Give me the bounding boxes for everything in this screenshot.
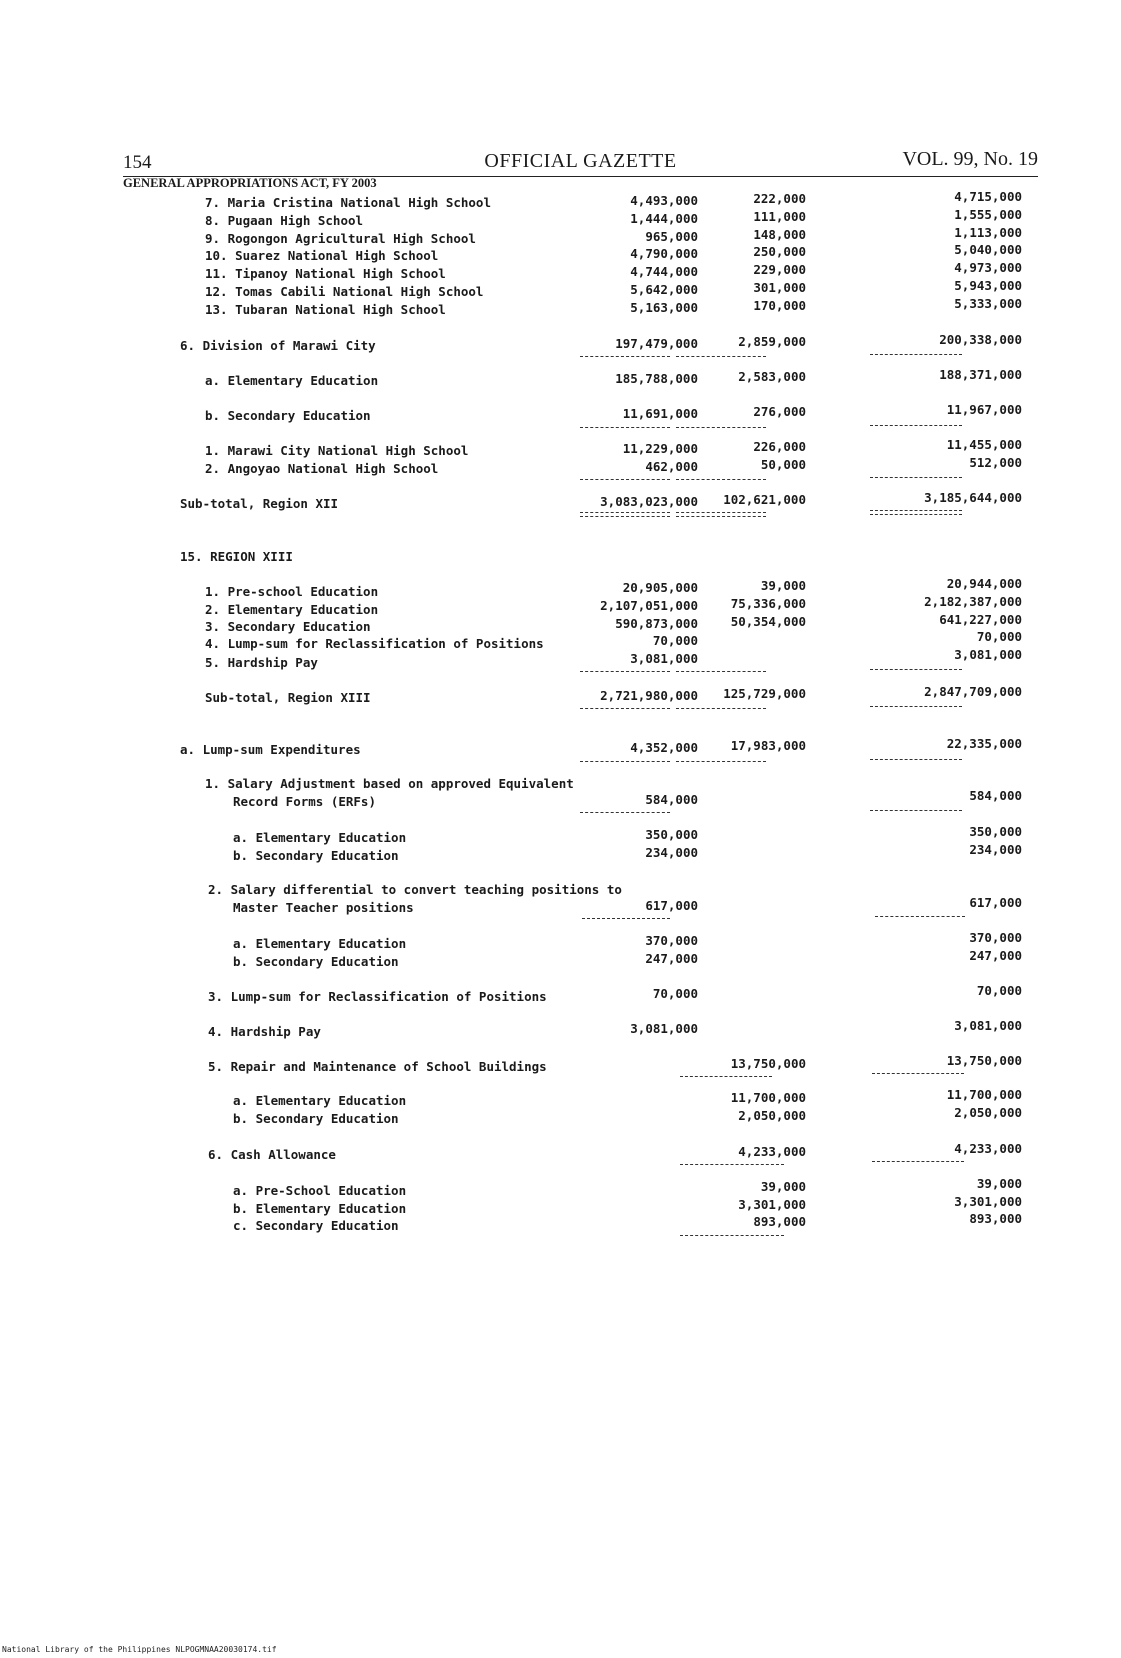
school-c2: 250,000 bbox=[753, 244, 806, 259]
salary-diff-item-c1: 370,000 bbox=[645, 933, 698, 948]
cash-item-label: a. Pre-School Education bbox=[233, 1183, 407, 1198]
rule bbox=[676, 427, 766, 428]
salary-adj-item-c1: 350,000 bbox=[645, 827, 698, 842]
school-c1: 1,444,000 bbox=[630, 211, 698, 226]
salary-diff-line2: Master Teacher positions bbox=[233, 900, 414, 915]
salary-diff-item-label: a. Elementary Education bbox=[233, 936, 407, 951]
marawi-school-c1: 462,000 bbox=[645, 459, 698, 474]
rule bbox=[870, 354, 962, 355]
hardship-c3: 3,081,000 bbox=[954, 1018, 1022, 1033]
salary-adj-item-c1: 234,000 bbox=[645, 845, 698, 860]
rule bbox=[870, 477, 962, 478]
rule bbox=[870, 425, 962, 426]
act-title: GENERAL APPROPRIATIONS ACT, FY 2003 bbox=[123, 176, 377, 190]
marawi-school-c2: 226,000 bbox=[753, 439, 806, 454]
repair-item-c3: 2,050,000 bbox=[954, 1105, 1022, 1120]
region-item-c3: 20,944,000 bbox=[946, 576, 1022, 591]
rule bbox=[580, 761, 670, 762]
region-item-c1: 70,000 bbox=[652, 633, 698, 648]
school-c3: 5,943,000 bbox=[954, 278, 1022, 293]
publication-title: OFFICIAL GAZETTE bbox=[484, 150, 677, 172]
school-label: 13. Tubaran National High School bbox=[205, 302, 446, 317]
salary-diff-item-c3: 370,000 bbox=[969, 930, 1022, 945]
repair-item-c2: 2,050,000 bbox=[738, 1108, 806, 1123]
subtotal-c3: 2,847,709,000 bbox=[924, 684, 1022, 699]
region-item-label: 4. Lump-sum for Reclassification of Positions bbox=[205, 636, 544, 651]
region-item-c1: 20,905,000 bbox=[622, 580, 698, 595]
lumpsum-label: a. Lump-sum Expenditures bbox=[180, 742, 361, 757]
rule bbox=[676, 708, 766, 709]
school-label: 7. Maria Cristina National High School bbox=[205, 195, 491, 210]
salary-adj-line1: 1. Salary Adjustment based on approved Equivalent bbox=[205, 776, 574, 791]
school-label: 12. Tomas Cabili National High School bbox=[205, 284, 484, 299]
rule bbox=[582, 918, 670, 919]
cash-item-c2: 39,000 bbox=[760, 1179, 806, 1194]
region-item-label: 1. Pre-school Education bbox=[205, 584, 379, 599]
school-c1: 4,493,000 bbox=[630, 193, 698, 208]
cash-c2: 4,233,000 bbox=[738, 1144, 806, 1159]
school-c2: 148,000 bbox=[753, 227, 806, 242]
marawi-school-c2: 50,000 bbox=[760, 457, 806, 472]
school-c3: 5,040,000 bbox=[954, 242, 1022, 257]
division-c1: 197,479,000 bbox=[615, 336, 698, 351]
reclass-c1: 70,000 bbox=[652, 986, 698, 1001]
repair-item-c3: 11,700,000 bbox=[946, 1087, 1022, 1102]
region-item-label: 2. Elementary Education bbox=[205, 602, 379, 617]
salary-diff-c3: 617,000 bbox=[969, 895, 1022, 910]
subtotal-label: Sub-total, Region XII bbox=[180, 496, 339, 511]
marawi-school-c3: 512,000 bbox=[969, 455, 1022, 470]
rule bbox=[580, 671, 670, 672]
cash-item-c2: 893,000 bbox=[753, 1214, 806, 1229]
lumpsum-c3: 22,335,000 bbox=[946, 736, 1022, 751]
rule bbox=[872, 1161, 964, 1162]
rule bbox=[870, 759, 962, 760]
school-c2: 170,000 bbox=[753, 298, 806, 313]
cash-item-c3: 39,000 bbox=[976, 1176, 1022, 1191]
cash-item-c3: 3,301,000 bbox=[954, 1194, 1022, 1209]
cash-item-label: c. Secondary Education bbox=[233, 1218, 399, 1233]
subtotal-c1: 2,721,980,000 bbox=[600, 688, 698, 703]
cash-label: 6. Cash Allowance bbox=[208, 1147, 336, 1162]
region-item-label: 5. Hardship Pay bbox=[205, 655, 318, 670]
salary-adj-item-c3: 350,000 bbox=[969, 824, 1022, 839]
subtotal-c2: 125,729,000 bbox=[723, 686, 806, 701]
subtotal-c1: 3,083,023,000 bbox=[600, 494, 698, 509]
marawi-sec-label: b. Secondary Education bbox=[205, 408, 371, 423]
rule bbox=[680, 1235, 784, 1236]
rule bbox=[676, 671, 766, 672]
school-label: 8. Pugaan High School bbox=[205, 213, 364, 228]
region-item-c1: 3,081,000 bbox=[630, 651, 698, 666]
reclass-c3: 70,000 bbox=[976, 983, 1022, 998]
region-item-c1: 2,107,051,000 bbox=[600, 598, 698, 613]
lumpsum-c1: 4,352,000 bbox=[630, 740, 698, 755]
school-c1: 5,163,000 bbox=[630, 300, 698, 315]
rule bbox=[580, 427, 670, 428]
salary-diff-item-c1: 247,000 bbox=[645, 951, 698, 966]
subtotal-c3: 3,185,644,000 bbox=[924, 490, 1022, 505]
region-item-c3: 3,081,000 bbox=[954, 647, 1022, 662]
salary-diff-line1: 2. Salary differential to convert teaching positions to bbox=[208, 882, 622, 897]
scan-footer: National Library of the Philippines NLPOGMNAA20030174.tif bbox=[2, 1645, 277, 1654]
rule bbox=[875, 916, 965, 917]
division-c2: 2,859,000 bbox=[738, 334, 806, 349]
salary-diff-c1: 617,000 bbox=[645, 898, 698, 913]
rule bbox=[870, 706, 962, 707]
region-item-c3: 2,182,387,000 bbox=[924, 594, 1022, 609]
salary-adj-line2: Record Forms (ERFs) bbox=[233, 794, 376, 809]
salary-diff-item-label: b. Secondary Education bbox=[233, 954, 399, 969]
marawi-sec-c2: 276,000 bbox=[753, 404, 806, 419]
double-rule bbox=[580, 512, 670, 517]
region-item-c2: 75,336,000 bbox=[730, 596, 806, 611]
school-c3: 1,555,000 bbox=[954, 207, 1022, 222]
salary-adj-item-c3: 234,000 bbox=[969, 842, 1022, 857]
region-title: 15. REGION XIII bbox=[180, 549, 293, 564]
salary-adj-item-label: a. Elementary Education bbox=[233, 830, 407, 845]
repair-label: 5. Repair and Maintenance of School Buildings bbox=[208, 1059, 547, 1074]
region-item-c1: 590,873,000 bbox=[615, 616, 698, 631]
rule bbox=[580, 479, 670, 480]
rule bbox=[680, 1076, 772, 1077]
marawi-elem-c3: 188,371,000 bbox=[939, 367, 1022, 382]
school-c2: 111,000 bbox=[753, 209, 806, 224]
rule bbox=[580, 356, 670, 357]
region-item-label: 3. Secondary Education bbox=[205, 619, 371, 634]
page-number: 154 bbox=[123, 152, 152, 173]
marawi-elem-label: a. Elementary Education bbox=[205, 373, 379, 388]
school-c2: 301,000 bbox=[753, 280, 806, 295]
division-label: 6. Division of Marawi City bbox=[180, 338, 376, 353]
reclass-label: 3. Lump-sum for Reclassification of Positions bbox=[208, 989, 547, 1004]
repair-c3: 13,750,000 bbox=[946, 1053, 1022, 1068]
school-c3: 5,333,000 bbox=[954, 296, 1022, 311]
marawi-sec-c1: 11,691,000 bbox=[622, 406, 698, 421]
hardship-c1: 3,081,000 bbox=[630, 1021, 698, 1036]
rule bbox=[676, 479, 766, 480]
rule bbox=[580, 708, 670, 709]
rule bbox=[870, 669, 962, 670]
cash-item-c3: 893,000 bbox=[969, 1211, 1022, 1226]
hardship-label: 4. Hardship Pay bbox=[208, 1024, 321, 1039]
school-c3: 4,973,000 bbox=[954, 260, 1022, 275]
school-c1: 4,744,000 bbox=[630, 264, 698, 279]
lumpsum-c2: 17,983,000 bbox=[730, 738, 806, 753]
school-c3: 4,715,000 bbox=[954, 189, 1022, 204]
marawi-school-label: 1. Marawi City National High School bbox=[205, 443, 469, 458]
region-item-c3: 70,000 bbox=[976, 629, 1022, 644]
rule bbox=[870, 810, 962, 811]
school-c2: 229,000 bbox=[753, 262, 806, 277]
salary-diff-item-c3: 247,000 bbox=[969, 948, 1022, 963]
region-item-c3: 641,227,000 bbox=[939, 612, 1022, 627]
school-c1: 4,790,000 bbox=[630, 246, 698, 261]
marawi-sec-c3: 11,967,000 bbox=[946, 402, 1022, 417]
school-c1: 965,000 bbox=[645, 229, 698, 244]
region-item-c2: 50,354,000 bbox=[730, 614, 806, 629]
salary-adj-c1: 584,000 bbox=[645, 792, 698, 807]
rule bbox=[676, 356, 766, 357]
repair-item-label: b. Secondary Education bbox=[233, 1111, 399, 1126]
school-label: 10. Suarez National High School bbox=[205, 248, 439, 263]
marawi-school-c3: 11,455,000 bbox=[946, 437, 1022, 452]
school-c1: 5,642,000 bbox=[630, 282, 698, 297]
repair-c2: 13,750,000 bbox=[730, 1056, 806, 1071]
double-rule bbox=[676, 512, 766, 517]
salary-adj-item-label: b. Secondary Education bbox=[233, 848, 399, 863]
school-c2: 222,000 bbox=[753, 191, 806, 206]
cash-item-c2: 3,301,000 bbox=[738, 1197, 806, 1212]
school-label: 11. Tipanoy National High School bbox=[205, 266, 446, 281]
cash-c3: 4,233,000 bbox=[954, 1141, 1022, 1156]
region-item-c2: 39,000 bbox=[760, 578, 806, 593]
volume-number: VOL. 99, No. 19 bbox=[902, 148, 1038, 170]
rule bbox=[680, 1164, 784, 1165]
marawi-school-label: 2. Angoyao National High School bbox=[205, 461, 439, 476]
salary-adj-c3: 584,000 bbox=[969, 788, 1022, 803]
repair-item-label: a. Elementary Education bbox=[233, 1093, 407, 1108]
rule bbox=[676, 761, 766, 762]
double-rule bbox=[870, 510, 962, 515]
repair-item-c2: 11,700,000 bbox=[730, 1090, 806, 1105]
rule bbox=[580, 812, 670, 813]
marawi-elem-c2: 2,583,000 bbox=[738, 369, 806, 384]
marawi-school-c1: 11,229,000 bbox=[622, 441, 698, 456]
rule bbox=[872, 1073, 964, 1074]
subtotal-c2: 102,621,000 bbox=[723, 492, 806, 507]
school-label: 9. Rogongon Agricultural High School bbox=[205, 231, 476, 246]
cash-item-label: b. Elementary Education bbox=[233, 1201, 407, 1216]
division-c3: 200,338,000 bbox=[939, 332, 1022, 347]
subtotal-label: Sub-total, Region XIII bbox=[205, 690, 371, 705]
school-c3: 1,113,000 bbox=[954, 225, 1022, 240]
marawi-elem-c1: 185,788,000 bbox=[615, 371, 698, 386]
